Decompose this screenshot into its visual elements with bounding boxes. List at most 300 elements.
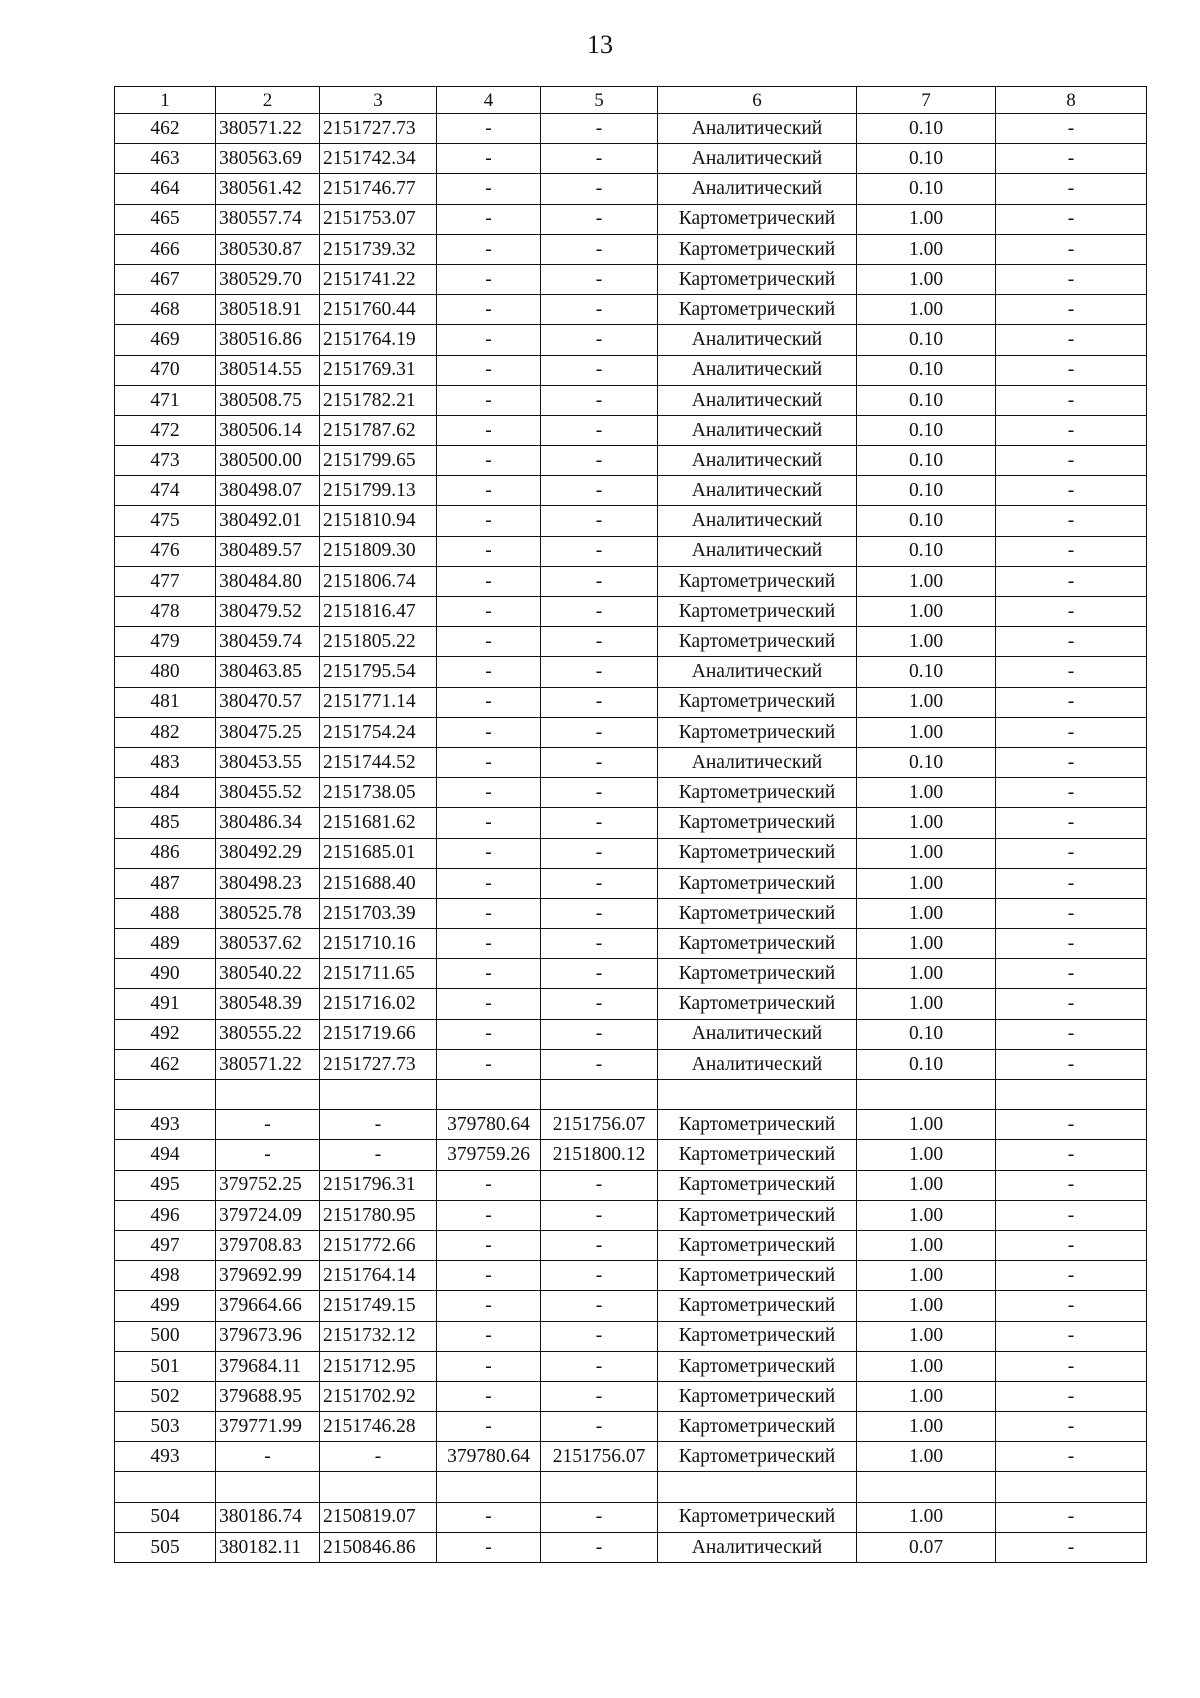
note-cell: -	[996, 1291, 1147, 1321]
method-cell: Картометрический	[658, 898, 857, 928]
y-coordinate-cell: 2151681.62	[320, 808, 437, 838]
accuracy-cell: 1.00	[857, 1170, 996, 1200]
method-cell: Картометрический	[658, 1261, 857, 1291]
x-new-coordinate-cell: -	[437, 415, 541, 445]
method-cell: Аналитический	[658, 506, 857, 536]
note-cell: -	[996, 838, 1147, 868]
y-new-coordinate-cell: -	[541, 204, 658, 234]
table-row	[115, 687, 1147, 717]
method-cell: Аналитический	[658, 1532, 857, 1562]
note-cell: -	[996, 506, 1147, 536]
accuracy-cell: 1.00	[857, 808, 996, 838]
y-coordinate-cell: 2151711.65	[320, 959, 437, 989]
point-number-cell: 491	[115, 989, 216, 1019]
x-coordinate-cell: 380530.87	[216, 234, 320, 264]
x-new-coordinate-cell: 379759.26	[437, 1140, 541, 1170]
column-header: 7	[857, 87, 996, 114]
x-new-coordinate-cell: -	[437, 174, 541, 204]
accuracy-cell: 0.10	[857, 446, 996, 476]
table-row	[115, 868, 1147, 898]
accuracy-cell: 0.10	[857, 144, 996, 174]
point-number-cell: 490	[115, 959, 216, 989]
point-number-cell: 505	[115, 1532, 216, 1562]
accuracy-cell: 0.10	[857, 114, 996, 144]
y-coordinate-cell: 2151744.52	[320, 747, 437, 777]
y-new-coordinate-cell: -	[541, 1502, 658, 1532]
x-coordinate-cell: 380561.42	[216, 174, 320, 204]
accuracy-cell: 1.00	[857, 868, 996, 898]
y-coordinate-cell: 2151710.16	[320, 929, 437, 959]
point-number-cell: 485	[115, 808, 216, 838]
y-new-coordinate-cell: -	[541, 385, 658, 415]
table-row	[115, 536, 1147, 566]
accuracy-cell: 1.00	[857, 1502, 996, 1532]
y-new-coordinate-cell: -	[541, 355, 658, 385]
x-coordinate-cell: 379664.66	[216, 1291, 320, 1321]
x-coordinate-cell: 380518.91	[216, 295, 320, 325]
note-cell: -	[996, 325, 1147, 355]
note-cell: -	[996, 898, 1147, 928]
table-row	[115, 1412, 1147, 1442]
point-number-cell: 477	[115, 566, 216, 596]
note-cell: -	[996, 1261, 1147, 1291]
y-coordinate-cell: 2151771.14	[320, 687, 437, 717]
x-new-coordinate-cell: -	[437, 1412, 541, 1442]
y-new-coordinate-cell	[541, 1472, 658, 1502]
table-row	[115, 1170, 1147, 1200]
x-coordinate-cell: 379752.25	[216, 1170, 320, 1200]
y-coordinate-cell: 2151782.21	[320, 385, 437, 415]
accuracy-cell: 1.00	[857, 1291, 996, 1321]
table-row	[115, 415, 1147, 445]
note-cell	[996, 1472, 1147, 1502]
y-new-coordinate-cell: -	[541, 597, 658, 627]
point-number-cell: 480	[115, 657, 216, 687]
y-new-coordinate-cell: -	[541, 1532, 658, 1562]
table-row	[115, 657, 1147, 687]
y-coordinate-cell: 2151799.65	[320, 446, 437, 476]
point-number-cell: 496	[115, 1200, 216, 1230]
y-new-coordinate-cell: -	[541, 536, 658, 566]
y-new-coordinate-cell: -	[541, 838, 658, 868]
y-coordinate-cell: 2151732.12	[320, 1321, 437, 1351]
y-new-coordinate-cell: -	[541, 1200, 658, 1230]
accuracy-cell: 1.00	[857, 1110, 996, 1140]
table-row	[115, 1110, 1147, 1140]
y-coordinate-cell: 2151754.24	[320, 717, 437, 747]
y-coordinate-cell: 2151809.30	[320, 536, 437, 566]
x-new-coordinate-cell: -	[437, 1019, 541, 1049]
y-coordinate-cell: 2151746.77	[320, 174, 437, 204]
note-cell: -	[996, 1532, 1147, 1562]
method-cell: Картометрический	[658, 1291, 857, 1321]
method-cell: Картометрический	[658, 204, 857, 234]
accuracy-cell: 0.10	[857, 657, 996, 687]
table-row	[115, 1321, 1147, 1351]
method-cell: Картометрический	[658, 597, 857, 627]
y-new-coordinate-cell: -	[541, 959, 658, 989]
table-row	[115, 476, 1147, 506]
point-number-cell: 482	[115, 717, 216, 747]
point-number-cell: 502	[115, 1381, 216, 1411]
method-cell: Картометрический	[658, 687, 857, 717]
method-cell: Картометрический	[658, 778, 857, 808]
point-number-cell: 499	[115, 1291, 216, 1321]
point-number-cell: 492	[115, 1019, 216, 1049]
page-number: 13	[587, 30, 613, 59]
note-cell: -	[996, 415, 1147, 445]
note-cell: -	[996, 174, 1147, 204]
note-cell: -	[996, 114, 1147, 144]
note-cell: -	[996, 1019, 1147, 1049]
y-new-coordinate-cell: -	[541, 687, 658, 717]
table-row	[115, 264, 1147, 294]
x-new-coordinate-cell: -	[437, 657, 541, 687]
point-number-cell: 467	[115, 264, 216, 294]
accuracy-cell: 1.00	[857, 717, 996, 747]
table-row	[115, 627, 1147, 657]
accuracy-cell: 0.10	[857, 325, 996, 355]
y-coordinate-cell: 2151727.73	[320, 114, 437, 144]
note-cell: -	[996, 1351, 1147, 1381]
x-new-coordinate-cell: -	[437, 476, 541, 506]
x-coordinate-cell: -	[216, 1442, 320, 1472]
method-cell: Картометрический	[658, 1321, 857, 1351]
accuracy-cell: 1.00	[857, 204, 996, 234]
y-coordinate-cell: 2151741.22	[320, 264, 437, 294]
y-coordinate-cell: 2151780.95	[320, 1200, 437, 1230]
method-cell: Аналитический	[658, 536, 857, 566]
table-row	[115, 717, 1147, 747]
y-coordinate-cell: 2151816.47	[320, 597, 437, 627]
point-number-cell: 503	[115, 1412, 216, 1442]
column-header: 5	[541, 87, 658, 114]
y-new-coordinate-cell: 2151800.12	[541, 1140, 658, 1170]
point-number-cell: 463	[115, 144, 216, 174]
point-number-cell: 486	[115, 838, 216, 868]
y-coordinate-cell: -	[320, 1110, 437, 1140]
column-header: 2	[216, 87, 320, 114]
y-new-coordinate-cell: -	[541, 989, 658, 1019]
column-header: 3	[320, 87, 437, 114]
note-cell: -	[996, 536, 1147, 566]
table-row	[115, 385, 1147, 415]
y-coordinate-cell: 2151760.44	[320, 295, 437, 325]
method-cell: Картометрический	[658, 566, 857, 596]
point-number-cell: 487	[115, 868, 216, 898]
column-header: 1	[115, 87, 216, 114]
x-new-coordinate-cell	[437, 1080, 541, 1110]
point-number-cell: 498	[115, 1261, 216, 1291]
table-row	[115, 838, 1147, 868]
y-coordinate-cell: 2150819.07	[320, 1502, 437, 1532]
table-row	[115, 144, 1147, 174]
x-new-coordinate-cell	[437, 1472, 541, 1502]
accuracy-cell: 0.07	[857, 1532, 996, 1562]
method-cell: Аналитический	[658, 1019, 857, 1049]
x-new-coordinate-cell: -	[437, 808, 541, 838]
method-cell: Картометрический	[658, 1230, 857, 1260]
note-cell: -	[996, 295, 1147, 325]
accuracy-cell: 0.10	[857, 747, 996, 777]
y-coordinate-cell: 2151799.13	[320, 476, 437, 506]
table-row	[115, 778, 1147, 808]
table-row	[115, 204, 1147, 234]
y-coordinate-cell: 2151739.32	[320, 234, 437, 264]
table-row	[115, 1261, 1147, 1291]
y-new-coordinate-cell: -	[541, 174, 658, 204]
x-coordinate-cell: 380479.52	[216, 597, 320, 627]
x-coordinate-cell: 380492.01	[216, 506, 320, 536]
note-cell: -	[996, 234, 1147, 264]
table-spacer-row	[115, 1472, 1147, 1502]
y-new-coordinate-cell: -	[541, 446, 658, 476]
y-coordinate-cell: 2151703.39	[320, 898, 437, 928]
accuracy-cell: 1.00	[857, 959, 996, 989]
accuracy-cell: 1.00	[857, 566, 996, 596]
method-cell: Картометрический	[658, 1170, 857, 1200]
note-cell: -	[996, 717, 1147, 747]
method-cell: Аналитический	[658, 1049, 857, 1079]
point-number-cell: 466	[115, 234, 216, 264]
note-cell: -	[996, 476, 1147, 506]
note-cell: -	[996, 597, 1147, 627]
note-cell: -	[996, 778, 1147, 808]
point-number-cell: 504	[115, 1502, 216, 1532]
table-row	[115, 1140, 1147, 1170]
method-cell: Аналитический	[658, 114, 857, 144]
point-number-cell: 493	[115, 1110, 216, 1140]
y-new-coordinate-cell: -	[541, 868, 658, 898]
x-coordinate-cell: 380557.74	[216, 204, 320, 234]
method-cell: Аналитический	[658, 355, 857, 385]
note-cell: -	[996, 1110, 1147, 1140]
y-coordinate-cell: 2151769.31	[320, 355, 437, 385]
accuracy-cell: 0.10	[857, 1019, 996, 1049]
y-coordinate-cell	[320, 1080, 437, 1110]
x-coordinate-cell: 380525.78	[216, 898, 320, 928]
method-cell	[658, 1472, 857, 1502]
point-number-cell: 493	[115, 1442, 216, 1472]
accuracy-cell: 0.10	[857, 415, 996, 445]
accuracy-cell: 1.00	[857, 234, 996, 264]
y-coordinate-cell: 2151805.22	[320, 627, 437, 657]
x-new-coordinate-cell: 379780.64	[437, 1442, 541, 1472]
note-cell: -	[996, 144, 1147, 174]
x-new-coordinate-cell: -	[437, 114, 541, 144]
y-new-coordinate-cell: -	[541, 1170, 658, 1200]
x-new-coordinate-cell: -	[437, 355, 541, 385]
method-cell: Картометрический	[658, 929, 857, 959]
x-new-coordinate-cell: -	[437, 687, 541, 717]
method-cell: Картометрический	[658, 1442, 857, 1472]
y-coordinate-cell: 2151688.40	[320, 868, 437, 898]
y-new-coordinate-cell: -	[541, 1230, 658, 1260]
x-coordinate-cell: 380529.70	[216, 264, 320, 294]
x-coordinate-cell: 380508.75	[216, 385, 320, 415]
table-row	[115, 1019, 1147, 1049]
x-new-coordinate-cell: -	[437, 144, 541, 174]
table-row	[115, 1381, 1147, 1411]
y-coordinate-cell: 2151685.01	[320, 838, 437, 868]
table-row	[115, 1442, 1147, 1472]
x-new-coordinate-cell: -	[437, 1381, 541, 1411]
y-new-coordinate-cell: -	[541, 295, 658, 325]
table-row	[115, 446, 1147, 476]
point-number-cell: 488	[115, 898, 216, 928]
x-new-coordinate-cell: -	[437, 234, 541, 264]
method-cell: Аналитический	[658, 657, 857, 687]
accuracy-cell: 1.00	[857, 627, 996, 657]
y-new-coordinate-cell: -	[541, 415, 658, 445]
method-cell: Картометрический	[658, 717, 857, 747]
point-number-cell: 475	[115, 506, 216, 536]
accuracy-cell: 1.00	[857, 1381, 996, 1411]
x-coordinate-cell: 379673.96	[216, 1321, 320, 1351]
y-new-coordinate-cell: -	[541, 476, 658, 506]
table-spacer-row	[115, 1080, 1147, 1110]
point-number-cell: 489	[115, 929, 216, 959]
y-new-coordinate-cell: -	[541, 506, 658, 536]
point-number-cell: 481	[115, 687, 216, 717]
x-coordinate-cell: 380563.69	[216, 144, 320, 174]
x-new-coordinate-cell: -	[437, 627, 541, 657]
y-coordinate-cell: -	[320, 1140, 437, 1170]
table-row	[115, 929, 1147, 959]
accuracy-cell: 1.00	[857, 898, 996, 928]
x-new-coordinate-cell: -	[437, 989, 541, 1019]
method-cell: Картометрический	[658, 1502, 857, 1532]
method-cell: Картометрический	[658, 1412, 857, 1442]
table-row	[115, 174, 1147, 204]
x-coordinate-cell: 379692.99	[216, 1261, 320, 1291]
method-cell: Картометрический	[658, 1381, 857, 1411]
method-cell: Аналитический	[658, 385, 857, 415]
method-cell: Картометрический	[658, 868, 857, 898]
x-coordinate-cell: 380498.23	[216, 868, 320, 898]
x-coordinate-cell: 379708.83	[216, 1230, 320, 1260]
accuracy-cell: 0.10	[857, 174, 996, 204]
note-cell: -	[996, 687, 1147, 717]
note-cell: -	[996, 385, 1147, 415]
x-coordinate-cell: 379724.09	[216, 1200, 320, 1230]
x-coordinate-cell: 380500.00	[216, 446, 320, 476]
y-new-coordinate-cell: -	[541, 1321, 658, 1351]
x-new-coordinate-cell: -	[437, 536, 541, 566]
note-cell: -	[996, 1502, 1147, 1532]
y-new-coordinate-cell: -	[541, 114, 658, 144]
y-coordinate-cell: 2151727.73	[320, 1049, 437, 1079]
method-cell: Картометрический	[658, 1351, 857, 1381]
point-number-cell: 472	[115, 415, 216, 445]
y-new-coordinate-cell: 2151756.07	[541, 1442, 658, 1472]
x-coordinate-cell: 380506.14	[216, 415, 320, 445]
table-row	[115, 959, 1147, 989]
note-cell: -	[996, 1049, 1147, 1079]
y-new-coordinate-cell: -	[541, 717, 658, 747]
x-new-coordinate-cell: -	[437, 295, 541, 325]
y-new-coordinate-cell: -	[541, 325, 658, 355]
method-cell: Картометрический	[658, 264, 857, 294]
y-new-coordinate-cell: -	[541, 1291, 658, 1321]
accuracy-cell: 1.00	[857, 929, 996, 959]
table-row	[115, 234, 1147, 264]
accuracy-cell: 1.00	[857, 1230, 996, 1260]
table-row	[115, 1049, 1147, 1079]
x-coordinate-cell: 380498.07	[216, 476, 320, 506]
method-cell: Аналитический	[658, 747, 857, 777]
method-cell: Аналитический	[658, 325, 857, 355]
table-row	[115, 747, 1147, 777]
x-coordinate-cell: 380514.55	[216, 355, 320, 385]
x-coordinate-cell: 380492.29	[216, 838, 320, 868]
method-cell: Картометрический	[658, 808, 857, 838]
y-coordinate-cell: 2151795.54	[320, 657, 437, 687]
note-cell: -	[996, 989, 1147, 1019]
method-cell: Картометрический	[658, 1110, 857, 1140]
x-new-coordinate-cell: -	[437, 1230, 541, 1260]
x-new-coordinate-cell: 379780.64	[437, 1110, 541, 1140]
method-cell	[658, 1080, 857, 1110]
y-coordinate-cell: 2151712.95	[320, 1351, 437, 1381]
y-new-coordinate-cell: -	[541, 929, 658, 959]
note-cell: -	[996, 1381, 1147, 1411]
y-coordinate-cell: 2151719.66	[320, 1019, 437, 1049]
x-coordinate-cell: 379771.99	[216, 1412, 320, 1442]
x-coordinate-cell: 380548.39	[216, 989, 320, 1019]
y-coordinate-cell: 2151806.74	[320, 566, 437, 596]
x-coordinate-cell: 379688.95	[216, 1381, 320, 1411]
point-number-cell: 479	[115, 627, 216, 657]
x-new-coordinate-cell: -	[437, 1502, 541, 1532]
point-number-cell: 468	[115, 295, 216, 325]
point-number-cell: 462	[115, 1049, 216, 1079]
x-coordinate-cell: 380186.74	[216, 1502, 320, 1532]
x-new-coordinate-cell: -	[437, 325, 541, 355]
y-new-coordinate-cell: -	[541, 1049, 658, 1079]
method-cell: Аналитический	[658, 174, 857, 204]
x-new-coordinate-cell: -	[437, 1261, 541, 1291]
point-number-cell	[115, 1080, 216, 1110]
x-coordinate-cell: 380453.55	[216, 747, 320, 777]
y-new-coordinate-cell: -	[541, 1381, 658, 1411]
accuracy-cell: 0.10	[857, 355, 996, 385]
note-cell: -	[996, 657, 1147, 687]
table-row	[115, 898, 1147, 928]
point-number-cell: 500	[115, 1321, 216, 1351]
table-row	[115, 1351, 1147, 1381]
method-cell: Картометрический	[658, 627, 857, 657]
table-row	[115, 325, 1147, 355]
x-coordinate-cell: 380475.25	[216, 717, 320, 747]
x-new-coordinate-cell: -	[437, 1351, 541, 1381]
table-row	[115, 506, 1147, 536]
x-new-coordinate-cell: -	[437, 717, 541, 747]
x-new-coordinate-cell: -	[437, 597, 541, 627]
y-new-coordinate-cell: -	[541, 1261, 658, 1291]
note-cell: -	[996, 1170, 1147, 1200]
accuracy-cell: 1.00	[857, 1261, 996, 1291]
method-cell: Аналитический	[658, 446, 857, 476]
point-number-cell: 494	[115, 1140, 216, 1170]
x-coordinate-cell: 380555.22	[216, 1019, 320, 1049]
accuracy-cell: 0.10	[857, 536, 996, 566]
y-new-coordinate-cell: -	[541, 778, 658, 808]
x-new-coordinate-cell: -	[437, 1200, 541, 1230]
point-number-cell: 465	[115, 204, 216, 234]
y-new-coordinate-cell: -	[541, 808, 658, 838]
y-new-coordinate-cell: -	[541, 657, 658, 687]
